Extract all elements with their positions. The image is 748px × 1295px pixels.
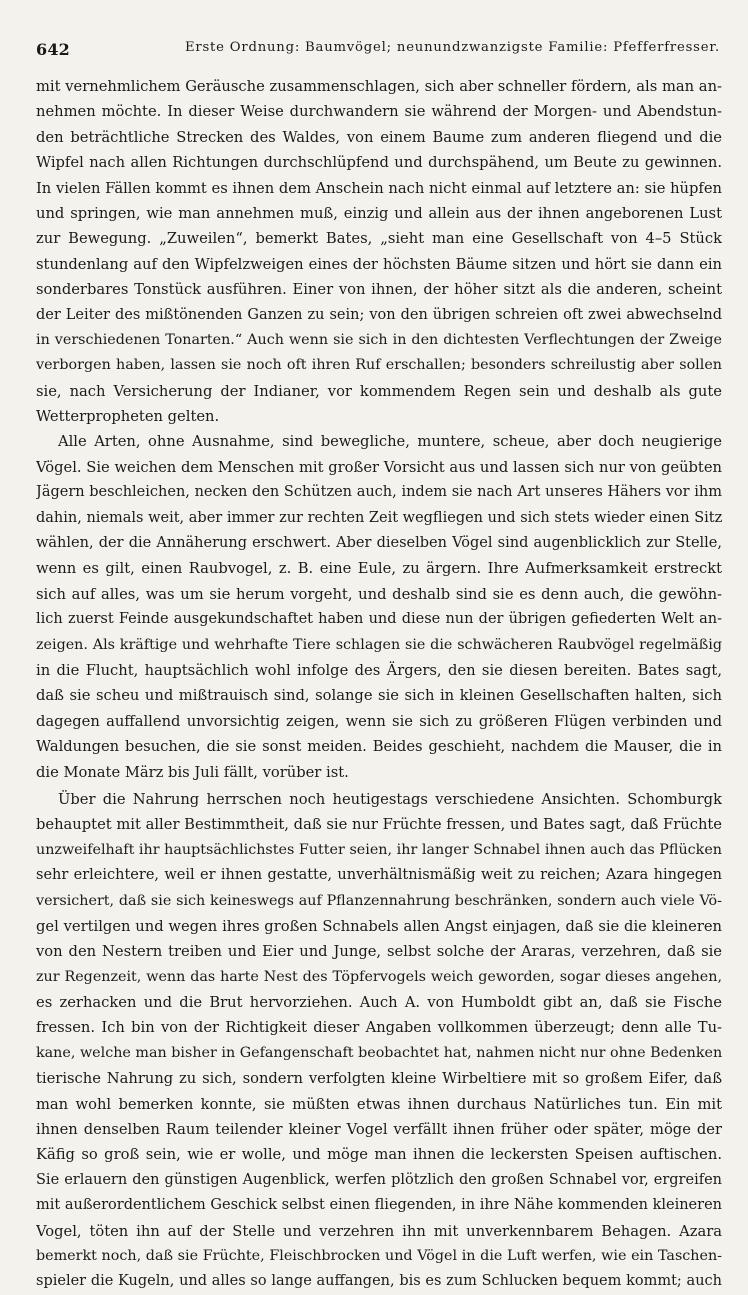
text-line: sie, nach Versicherung der Indianer, vor kommendem Regen sein und deshalb als gute	[36, 382, 722, 400]
text-line: Vogel, töten ihn auf der Stelle und verzehren ihn mit unverkennbarem Behagen. Azara	[36, 1222, 722, 1240]
text-line: mit außerordentlichem Geschick selbst einen fliegenden, in ihre Nähe kommenden kleineren	[36, 1197, 722, 1214]
text-line: stundenlang auf den Wipfelzweigen eines der höchsten Bäume sitzen und hört sie dann ein	[36, 255, 722, 273]
text-line: nehmen möchte. In dieser Weise durchwandern sie während der Morgen- und Abendstun-	[36, 103, 722, 121]
body-text	[36, 74, 722, 1290]
text-line: fressen. Ich bin von der Richtigkeit dieser Angaben vollkommen überzeugt; denn alle Tu-	[36, 1019, 722, 1037]
text-line: in die Flucht, hauptsächlich wohl infolge des Ärgers, den sie diesen bereiten. Bates sagt,	[36, 661, 722, 679]
text-line: wählen, der die Annäherung erschwert. Aber dieselben Vögel sind augenblicklich zur Stelle,	[36, 535, 722, 552]
text-line: Wetterpropheten gelten.	[36, 408, 220, 426]
text-line: Käfig so groß sein, wie er wolle, und möge man ihnen die leckersten Speisen auftischen.	[36, 1146, 722, 1164]
text-line: sehr erleichtere, weil er ihnen gestatte, unverhältnismäßig weit zu reichen; Azara hingegen	[36, 867, 722, 884]
text-line: tierische Nahrung zu sich, sondern verfolgten kleine Wirbeltiere mit so großem Eifer, daß	[36, 1070, 722, 1088]
text-line: spieler die Kugeln, und alles so lange auffangen, bis es zum Schlucken bequem kommt; auch	[36, 1273, 722, 1290]
text-line: von den Nestern treiben und Eier und Junge, selbst solche der Araras, verzehren, daß sie	[36, 943, 722, 961]
page-number: 642	[36, 40, 70, 59]
text-line: versichert, daß sie sich keineswegs auf Pflanzennahrung beschränken, sondern auch viele Vö-	[36, 892, 722, 909]
text-line: man wohl bemerken konnte, sie müßten etwas ihnen durchaus Natürliches tun. Ein mit	[36, 1095, 722, 1113]
running-title: Erste Ordnung: Baumvögel; neunundzwanzigste Familie: Pfefferfresser.	[184, 40, 720, 55]
text-line: unzweifelhaft ihr hauptsächlichstes Futter seien, ihr langer Schnabel ihnen auch das Pflücken	[36, 841, 722, 858]
text-line: wenn es gilt, einen Raubvogel, z. B. eine Eule, zu ärgern. Ihre Aufmerksamkeit erstreckt	[36, 560, 722, 578]
text-line: Jägern beschleichen, necken den Schützen auch, indem sie nach Art unseres Hähers vor ihm	[36, 484, 722, 501]
text-line: lich zuerst Feinde ausgekundschaftet haben und diese nun der übrigen gefiederten Welt an-	[36, 611, 722, 628]
text-line: sonderbares Tonstück ausführen. Einer von ihnen, der höher sitzt als die anderen, scheint	[36, 281, 722, 299]
text-line: bemerkt noch, daß sie Früchte, Fleischbrocken und Vögel in die Luft werfen, wie ein Taschen-	[36, 1247, 722, 1264]
text-line: daß sie scheu und mißtrauisch sind, solange sie sich in kleinen Gesellschaften halten, sich	[36, 687, 722, 705]
text-line: mit vernehmlichem Geräusche zusammenschlagen, sich aber schneller fördern, als man an-	[36, 78, 722, 95]
text-line: ihnen denselben Raum teilender kleiner Vogel verfällt ihnen früher oder später, möge der	[36, 1121, 722, 1139]
text-line: den beträchtliche Strecken des Waldes, von einem Baume zum anderen fliegend und die	[36, 128, 722, 146]
text-line: Vögel. Sie weichen dem Menschen mit großer Vorsicht aus und lassen sich nur von geübten	[36, 458, 722, 476]
text-line: Über die Nahrung herrschen noch heutigestags verschiedene Ansichten. Schomburgk	[58, 790, 722, 808]
text-line: Wipfel nach allen Richtungen durchschlüpfend und durchspähend, um Beute zu gewinnen.	[36, 154, 722, 172]
text-line: zeigen. Als kräftige und wehrhafte Tiere schlagen sie die schwächeren Raubvögel regelmäßig	[36, 636, 722, 653]
text-line: Waldungen besuchen, die sie sonst meiden. Beides geschieht, nachdem die Mauser, die in	[36, 738, 722, 756]
text-line: dagegen auffallend unvorsichtig zeigen, wenn sie sich zu größeren Flügen verbinden und	[36, 712, 722, 730]
text-line: in verschiedenen Tonarten.“ Auch wenn sie sich in den dichtesten Verflechtungen der Zweige	[36, 331, 722, 348]
text-line: verborgen haben, lassen sie noch oft ihren Ruf erschallen; besonders schreilustig aber sollen	[36, 357, 722, 374]
text-line: Alle Arten, ohne Ausnahme, sind bewegliche, muntere, scheue, aber doch neugierige	[58, 433, 722, 451]
text-line: zur Bewegung. „Zuweilen“, bemerkt Bates, „sieht man eine Gesellschaft von 4–5 Stück	[36, 230, 722, 248]
paragraph-3	[36, 787, 722, 1295]
text-line: die Monate März bis Juli fällt, vorüber ist.	[36, 763, 349, 781]
page-header	[36, 40, 720, 62]
text-line: dahin, niemals weit, aber immer zur rechten Zeit wegfliegen und sich stets wieder einen Sitz	[36, 509, 722, 526]
text-line: und springen, wie man annehmen muß, einzig und allein aus der ihnen angeborenen Lust	[36, 204, 722, 222]
paragraph-1	[36, 74, 722, 429]
text-line: zur Regenzeit, wenn das harte Nest des Töpfervogels weich geworden, sogar dieses angehen,	[36, 968, 722, 985]
text-line: Sie erlauern den günstigen Augenblick, werfen plötzlich den großen Schnabel vor, ergreifen	[36, 1171, 722, 1188]
text-line: der Leiter des mißtönenden Ganzen zu sein; von den übrigen schreien oft zwei abwechselnd	[36, 306, 722, 323]
text-line: sich auf alles, was um sie herum vorgeht, und deshalb sind sie es denn auch, die gewöhn-	[36, 585, 722, 603]
paragraph-2	[36, 429, 722, 784]
text-line: kane, welche man bisher in Gefangenschaft beobachtet hat, nahmen nicht nur ohne Bedenken	[36, 1044, 722, 1061]
text-line: In vielen Fällen kommt es ihnen dem Anschein nach nicht einmal auf letztere an: sie hüpfen	[36, 179, 722, 197]
text-line: behauptet mit aller Bestimmtheit, daß sie nur Früchte fressen, und Bates sagt, daß Früchte	[36, 816, 722, 834]
text-line: gel vertilgen und wegen ihres großen Schnabels allen Angst einjagen, daß sie die kleineren	[36, 917, 722, 935]
text-line: es zerhacken und die Brut hervorziehen. Auch A. von Humboldt gibt an, daß sie Fische	[36, 994, 722, 1012]
